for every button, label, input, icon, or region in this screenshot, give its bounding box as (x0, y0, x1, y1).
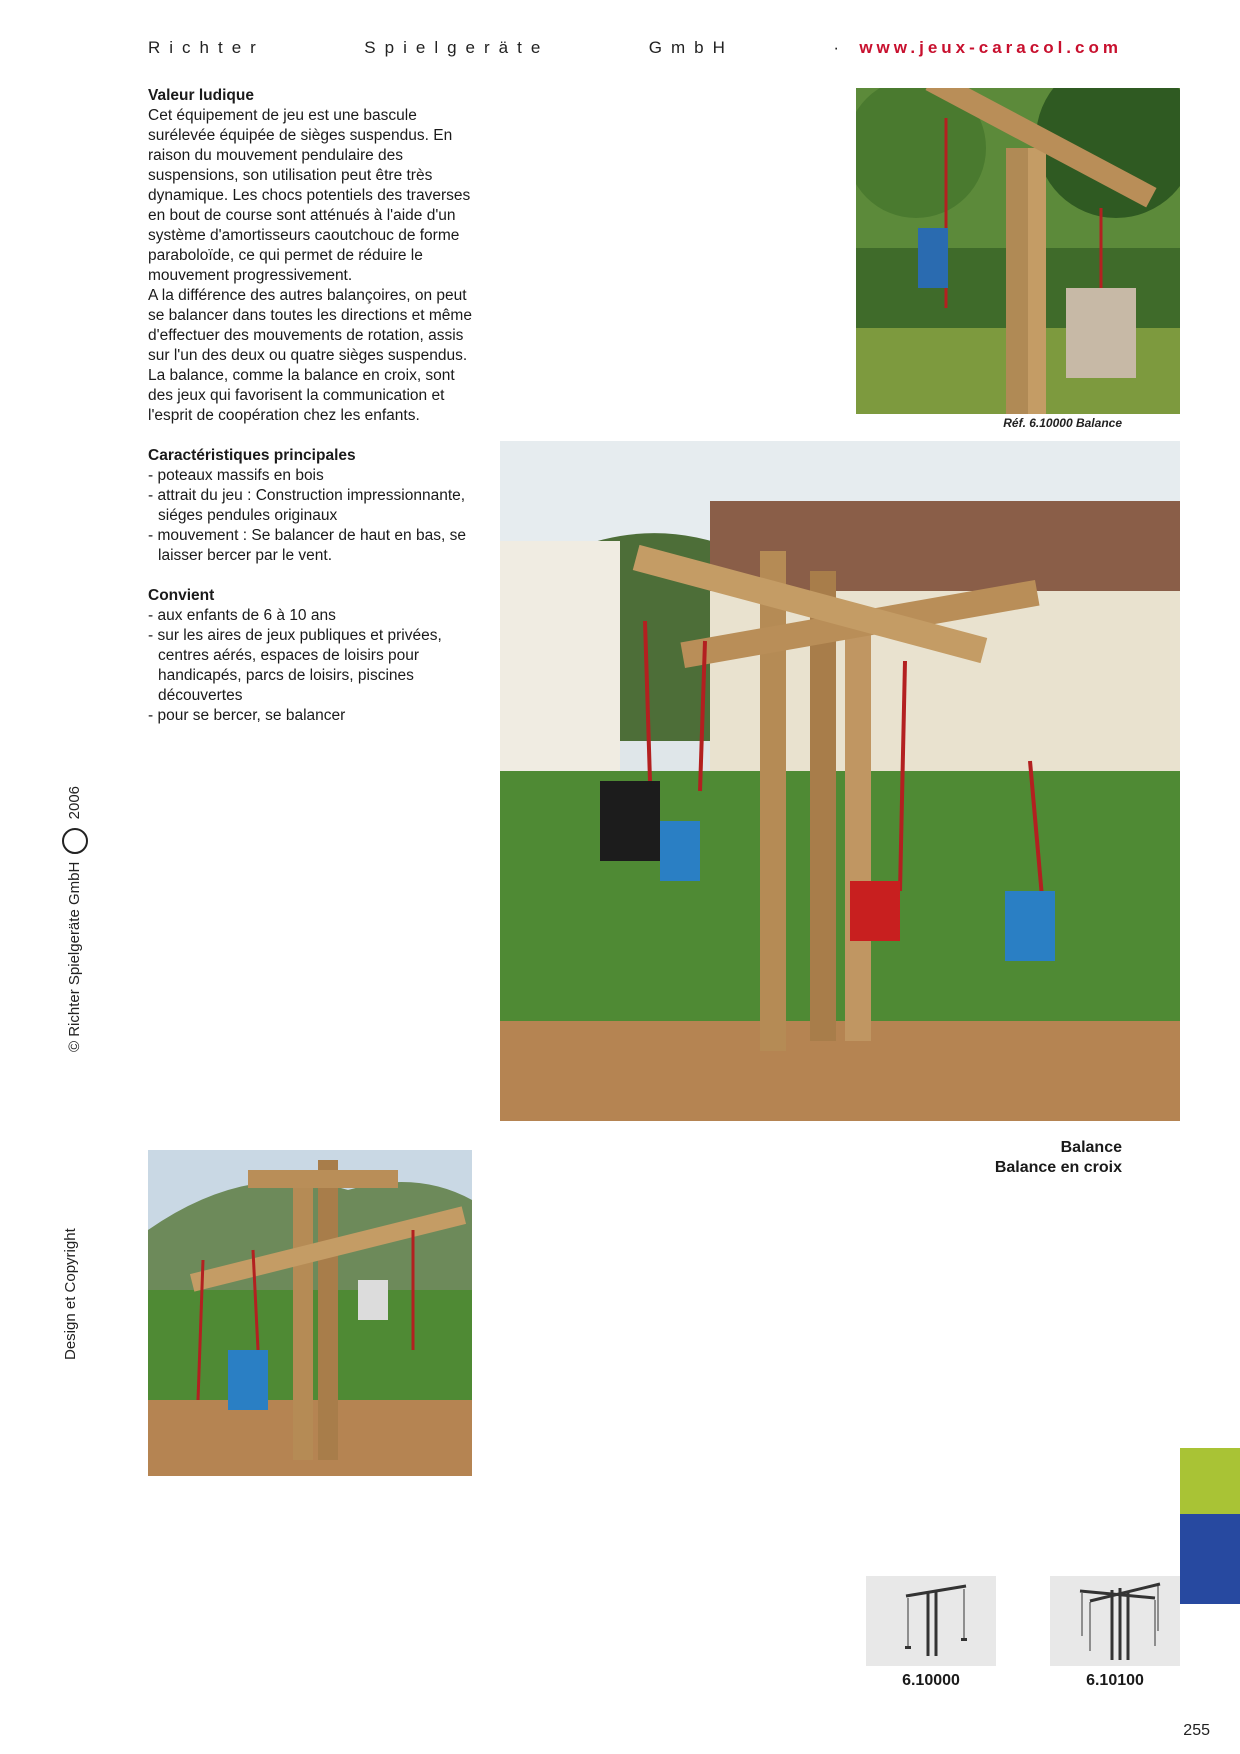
list-item: - aux enfants de 6 à 10 ans (148, 607, 336, 624)
product-thumbnail-6-10000 (866, 1576, 996, 1666)
paragraph: La balance, comme la balance en croix, sont des jeux qui favorisent la communication et l'esprit de coopération chez les enfants. (148, 367, 455, 424)
suitability-list (148, 606, 478, 726)
photo-balance-en-croix-small (148, 1150, 472, 1476)
list-item: - pour se bercer, se balancer (148, 707, 346, 724)
section-title: Convient (148, 587, 215, 604)
section-title: Caractéristiques principales (148, 447, 356, 464)
section-convient (148, 586, 478, 726)
product-names (995, 1138, 1122, 1178)
side-design-copyright: Design et Copyright (62, 1228, 79, 1360)
product-name: Balance (1060, 1139, 1122, 1156)
header-company (148, 38, 848, 58)
header-separator: · (833, 38, 848, 57)
photo-balance-top (856, 88, 1180, 414)
header-word: Spielgeräte (364, 38, 550, 57)
caracol-logo-icon (62, 828, 88, 854)
color-tab-blue (1180, 1514, 1240, 1604)
side-copyright (62, 786, 88, 1052)
photo-caption: Réf. 6.10000 Balance (1003, 416, 1122, 430)
header-word: GmbH (648, 38, 734, 57)
product-thumbnail-6-10100 (1050, 1576, 1180, 1666)
page-number: 255 (1183, 1722, 1210, 1739)
paragraph: A la différence des autres balançoires, on peut se balancer dans toutes les directions et même d'effectuer des mouvements de rotation, assis sur l'un des deux ou quatre sièges suspendus. (148, 287, 472, 364)
header-word: Richter (148, 38, 265, 57)
section-title: Valeur ludique (148, 87, 254, 104)
section-caracteristiques (148, 446, 478, 566)
list-item: - sur les aires de jeux publiques et privées, centres aérés, espaces de loisirs pour handicapés, parcs de loisirs, piscines découvertes (148, 627, 442, 704)
section-valeur-ludique (148, 86, 478, 426)
description-column (148, 86, 478, 746)
photo-balance-en-croix-main (500, 441, 1180, 1121)
list-item: - attrait du jeu : Construction impressionnante, siéges pendules originaux (148, 487, 466, 524)
product-code: 6.10100 (1086, 1672, 1144, 1689)
copyright-text: © Richter Spielgeräte GmbH (65, 861, 83, 1052)
copyright-year: 2006 (65, 785, 83, 820)
header-url-link[interactable]: www.jeux-caracol.com (859, 38, 1122, 57)
list-item: - mouvement : Se balancer de haut en bas, se laisser bercer par le vent. (148, 527, 466, 564)
product-code: 6.10000 (902, 1672, 960, 1689)
list-item: - poteaux massifs en bois (148, 467, 324, 484)
product-name: Balance en croix (994, 1159, 1122, 1176)
feature-list (148, 466, 478, 566)
paragraph: Cet équipement de jeu est une bascule surélevée équipée de sièges suspendus. En raison du mouvement pendulaire des suspensions, son utilisation peut être très dynamique. Les chocs potentiels des traverses en bout de course sont atténués à l'aide d'un système d'amortisseurs caoutchouc de forme paraboloïde, ce qui permet de réduire le mouvement progressivement. (148, 107, 471, 284)
